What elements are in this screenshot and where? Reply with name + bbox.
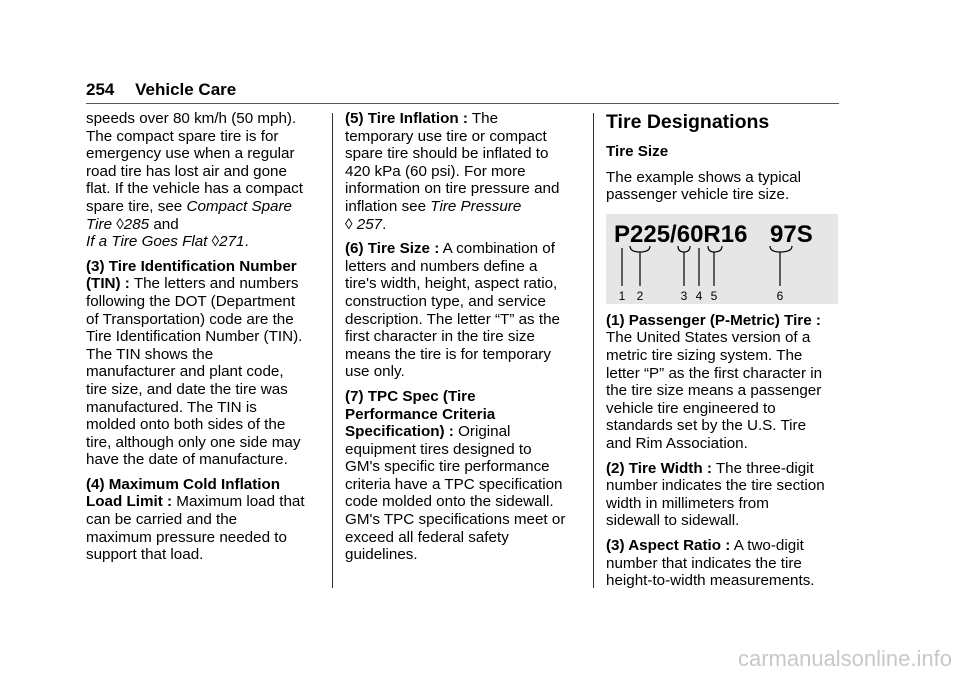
text-line: The example shows a typical xyxy=(606,168,801,186)
section-heading: Tire Designations xyxy=(606,111,770,133)
text-line: The compact spare tire is for xyxy=(86,127,279,145)
tpc-heading: Performance Criteria xyxy=(345,405,496,423)
text-line: criteria have a TPC specification xyxy=(345,475,563,493)
text-line: information on tire pressure and xyxy=(345,180,560,198)
passenger-paragraph xyxy=(606,312,842,453)
column-1 xyxy=(86,110,322,571)
tin-heading: (3) Tire Identification Number xyxy=(86,257,297,275)
text-line: sidewall to sidewall. xyxy=(606,512,740,530)
text-line: molded onto both sides of the xyxy=(86,416,286,434)
link-tire-goes-flat[interactable]: If a Tire Goes Flat xyxy=(86,233,208,251)
text-line: emergency use when a regular xyxy=(86,145,295,163)
text-line: number that indicates the tire xyxy=(606,554,802,572)
width-heading: (2) Tire Width : xyxy=(606,459,712,477)
text-line: tire size, and date the tire was xyxy=(86,380,288,398)
text-line xyxy=(345,198,581,216)
ts-heading: (6) Tire Size : xyxy=(345,240,440,258)
text-line: have the date of manufacture. xyxy=(86,451,288,469)
tpc-heading: Specification) : xyxy=(345,423,454,441)
text-line: temporary use tire or compact xyxy=(345,127,547,145)
tire-inflation-paragraph xyxy=(345,110,581,233)
page-ref-arrow-icon: ◊ xyxy=(345,215,353,233)
text-line: manufacturer and plant code, xyxy=(86,363,284,381)
mcil-heading: (4) Maximum Cold Inflation xyxy=(86,475,281,493)
text-fragment: A two-digit xyxy=(733,536,804,554)
text-line: guidelines. xyxy=(345,546,418,564)
text-line: code molded onto the sidewall. xyxy=(345,493,554,511)
link-tire-pressure[interactable]: Tire Pressure xyxy=(430,197,522,215)
text-line: vehicle tire engineered to xyxy=(606,399,776,417)
text-line xyxy=(86,275,322,293)
text-line: ◊ 257. xyxy=(345,215,387,233)
text-line: manufactured. The TIN is xyxy=(86,398,257,416)
text-line xyxy=(86,493,322,511)
tire-callout-number: 4 xyxy=(695,288,703,303)
page-ref[interactable]: 257 xyxy=(356,215,383,233)
page-ref[interactable]: 271 xyxy=(219,233,245,251)
page-ref[interactable]: 285 xyxy=(123,215,150,233)
column-divider-2 xyxy=(593,113,594,588)
tire-diagram-svg xyxy=(606,214,838,304)
mcil-heading: Load Limit : xyxy=(86,493,173,511)
text-line xyxy=(86,216,322,234)
text-line: metric tire sizing system. The xyxy=(606,346,803,364)
section-title: Vehicle Care xyxy=(135,80,237,99)
text-fragment: A combination of xyxy=(442,240,555,258)
text-line: road tire has lost air and gone xyxy=(86,162,287,180)
header-rule xyxy=(86,103,839,104)
text-line: letter “P” as the first character in xyxy=(606,364,823,382)
text-line: means the tire is for temporary xyxy=(345,345,551,363)
text-line xyxy=(345,423,581,441)
text-line: 420 kPa (60 psi). For more xyxy=(345,162,526,180)
text-line: The TIN shows the xyxy=(86,345,214,363)
tin-heading: (TIN) : xyxy=(86,275,130,293)
tire-service-code: 97S xyxy=(770,220,813,248)
tpc-heading: (7) TPC Spec (Tire xyxy=(345,387,476,405)
text-line: GM's specific tire performance xyxy=(345,458,550,476)
text-line: The United States version of a xyxy=(606,329,811,347)
text-line: width in millimeters from xyxy=(606,494,769,512)
text-fragment: The xyxy=(471,110,499,127)
text-line: flat. If the vehicle has a compact xyxy=(86,180,303,198)
text-fragment: inflation see xyxy=(345,197,427,215)
text-line: letters and numbers define a xyxy=(345,257,538,275)
text-line: tire's width, height, aspect ratio, xyxy=(345,275,558,293)
text-line: support that load. xyxy=(86,546,204,564)
text-line: standards set by the U.S. Tire xyxy=(606,417,807,435)
watermark: carmanualsonline.info xyxy=(737,646,952,671)
tire-callout-number: 2 xyxy=(636,288,644,303)
text-fragment: The letters and numbers xyxy=(133,275,299,293)
mcil-paragraph xyxy=(86,476,322,564)
spare-paragraph xyxy=(86,110,322,251)
tin-paragraph xyxy=(86,258,322,469)
intro-paragraph xyxy=(606,169,842,204)
tpc-paragraph xyxy=(345,388,581,564)
text-line: use only. xyxy=(345,363,405,381)
link-compact-spare[interactable]: Compact Spare xyxy=(186,197,293,215)
text-fragment: The three-digit xyxy=(715,459,814,477)
tire-size-diagram xyxy=(606,214,838,304)
text-line: maximum pressure needed to xyxy=(86,528,287,546)
text-line: and Rim Association. xyxy=(606,434,748,452)
text-line: equipment tires designed to xyxy=(345,440,532,458)
text-line: the tire size means a passenger xyxy=(606,382,822,400)
text-line: passenger vehicle tire size. xyxy=(606,186,790,204)
tire-callout-number: 1 xyxy=(618,288,626,303)
page-header xyxy=(86,80,236,100)
text-line: spare tire should be inflated to xyxy=(345,145,549,163)
tire-callout-number: 6 xyxy=(776,288,784,303)
text-line: construction type, and service xyxy=(345,292,546,310)
page-number: 254 xyxy=(86,80,115,99)
tire-size-paragraph xyxy=(345,240,581,381)
text-line xyxy=(606,537,842,555)
text-line: Tire Identification Number (TIN). xyxy=(86,328,303,346)
text-line: following the DOT (Department xyxy=(86,292,296,310)
ti-heading: (5) Tire Inflation : xyxy=(345,110,468,127)
text-line xyxy=(345,240,581,258)
subheading: Tire Size xyxy=(606,143,669,160)
tire-callout-lines xyxy=(622,246,792,286)
text-fragment: spare tire, see xyxy=(86,197,183,215)
text-line: height-to-width measurements. xyxy=(606,572,815,590)
width-paragraph xyxy=(606,460,842,530)
passenger-heading: (1) Passenger (P-Metric) Tire : xyxy=(606,311,821,329)
text-line: GM's TPC specifications meet or xyxy=(345,511,566,529)
column-3 xyxy=(606,111,842,597)
text-fragment: Original xyxy=(458,423,511,441)
text-line: description. The letter “T” as the xyxy=(345,310,560,328)
text-line: tire, although only one side may xyxy=(86,433,301,451)
column-2 xyxy=(345,110,581,571)
text-line: of Transportation) code are the xyxy=(86,310,294,328)
text-line xyxy=(345,110,581,128)
tire-size-code: P225/60R16 xyxy=(614,220,748,248)
text-line: If a Tire Goes Flat ◊271. xyxy=(86,233,249,251)
text-line: first character in the tire size xyxy=(345,328,535,346)
text-fragment: and xyxy=(153,215,179,233)
text-line: speeds over 80 km/h (50 mph). xyxy=(86,110,297,127)
tire-callout-number: 3 xyxy=(680,288,688,303)
text-fragment: Maximum load that xyxy=(176,493,305,511)
tire-callout-number: 5 xyxy=(710,288,718,303)
link-compact-spare-tire[interactable]: Tire xyxy=(86,215,113,233)
text-line: exceed all federal safety xyxy=(345,528,509,546)
aspect-heading: (3) Aspect Ratio : xyxy=(606,536,731,554)
text-line xyxy=(86,198,322,216)
text-line xyxy=(606,460,842,478)
aspect-paragraph xyxy=(606,537,842,590)
text-line: can be carried and the xyxy=(86,511,238,529)
column-divider-1 xyxy=(332,113,333,588)
text-line: number indicates the tire section xyxy=(606,477,825,495)
page-ref-arrow-icon: ◊ xyxy=(211,233,220,251)
page-ref-arrow-icon: ◊ xyxy=(116,215,124,233)
